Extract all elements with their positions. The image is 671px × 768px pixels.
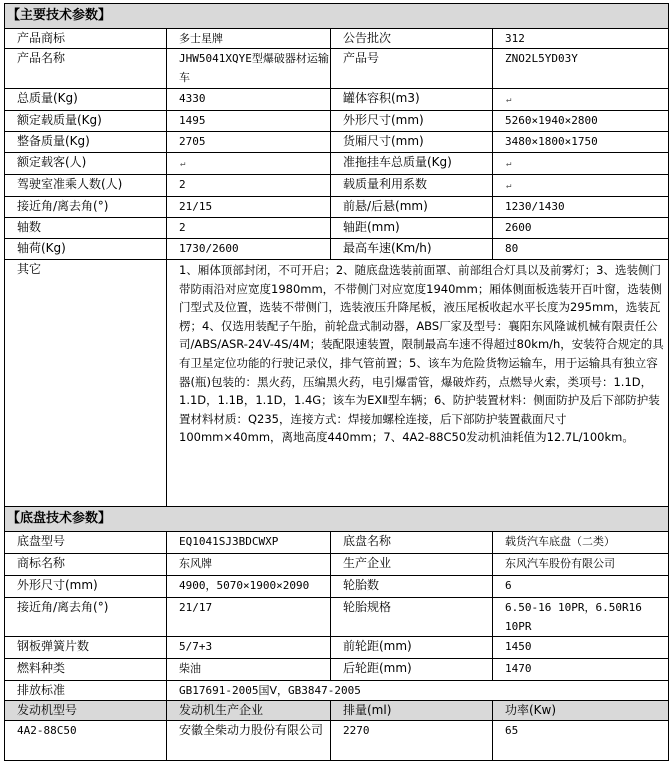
engine-row	[5, 721, 669, 761]
emission-value: GB17691-2005国Ⅴ，GB3847-2005	[167, 681, 669, 701]
engine-value: 2270	[331, 721, 493, 761]
table-row	[5, 554, 669, 576]
chassis-label: 底盘名称	[331, 532, 493, 554]
table-row	[5, 218, 669, 239]
spec-table	[4, 3, 669, 761]
chassis-value: 5/7+3	[167, 637, 331, 659]
param-label: 产品名称	[5, 49, 167, 89]
param-value: 2	[167, 175, 331, 197]
param-label: 外形尺寸(mm)	[331, 111, 493, 132]
param-label: 准拖挂车总质量(Kg)	[331, 153, 493, 175]
param-label: 轴数	[5, 218, 167, 239]
chassis-label: 后轮距(mm)	[331, 659, 493, 681]
engine-value: 安徽全柴动力股份有限公司	[167, 721, 331, 761]
param-value: 5260×1940×2800	[493, 111, 669, 132]
param-value: 80	[493, 239, 669, 260]
chassis-value: 柴油	[167, 659, 331, 681]
table-row	[5, 175, 669, 197]
chassis-value: 东风汽车股份有限公司	[493, 554, 669, 576]
table-row	[5, 197, 669, 218]
chassis-label: 外形尺寸(mm)	[5, 576, 167, 598]
other-label: 其它	[5, 260, 167, 507]
table-row	[5, 576, 669, 598]
param-label: 额定载客(人)	[5, 153, 167, 175]
chassis-value: 21/17	[167, 598, 331, 637]
param-value: 312	[493, 29, 669, 49]
engine-header-row	[5, 701, 669, 721]
engine-value: 65	[493, 721, 669, 761]
chassis-label: 接近角/离去角(°)	[5, 598, 167, 637]
param-label: 货厢尺寸(mm)	[331, 132, 493, 153]
param-label: 轴距(mm)	[331, 218, 493, 239]
table-row	[5, 49, 669, 89]
chassis-value: EQ1041SJ3BDCWXP	[167, 532, 331, 554]
table-row	[5, 598, 669, 637]
chassis-label: 前轮距(mm)	[331, 637, 493, 659]
param-value	[493, 175, 669, 197]
chassis-label: 底盘型号	[5, 532, 167, 554]
table-row	[5, 637, 669, 659]
chassis-value: 6.50-16 10PR，6.50R16 10PR	[493, 598, 669, 637]
param-value: 2600	[493, 218, 669, 239]
other-row	[5, 260, 669, 507]
param-value: 2	[167, 218, 331, 239]
paragraph-mark-icon: ↵	[506, 95, 512, 105]
table-row	[5, 532, 669, 554]
param-value	[493, 89, 669, 111]
param-label: 前悬/后悬(mm)	[331, 197, 493, 218]
param-value: 1230/1430	[493, 197, 669, 218]
param-value: 2705	[167, 132, 331, 153]
main-section-title: 【主要技术参数】	[5, 4, 669, 29]
param-label: 接近角/离去角(°)	[5, 197, 167, 218]
chassis-label: 燃料种类	[5, 659, 167, 681]
param-label: 载质量利用系数	[331, 175, 493, 197]
engine-header: 发动机型号	[5, 701, 167, 721]
param-label: 产品号	[331, 49, 493, 89]
chassis-value: 1450	[493, 637, 669, 659]
engine-header: 功率(Kw)	[493, 701, 669, 721]
emission-label: 排放标准	[5, 681, 167, 701]
table-row	[5, 89, 669, 111]
other-text: 1、厢体顶部封闭，不可开启；2、随底盘选装前面罩、前部组合灯具以及前雾灯；3、选装侧门带防雨沿对应宽度1980mm，不带侧门对应宽度1940mm；厢体侧面板选装开百叶窗，选装侧门型式及位置，选装不带侧门，选装液压升降尾板，液压尾板收起水平长度为295mm，选装瓦楞；4、仅选用装配子午胎，前轮盘式制动器，ABS厂家及型号：襄阳东风隆诚机械有限责任公司/ABS/ASR-24V-4S/4M；装配限速装置，限制最高车速不得超过80km/h，安装符合规定的具有卫星定位功能的行驶记录仪，排气管前置；5、该车为危险货物运输车，用于运输具有独立容器(瓶)包装的：黑火药，压编黑火药，电引爆雷管，爆破炸药，点燃导火索，类项号：1.1D，1.1D，1.1B，1.1D，1.4G；该车为EXⅡ型车辆；6、防护装置材料：侧面防护及后下部防护装置材料材质：Q235，连接方式：焊接加螺栓连接，后下部防护装置截面尺寸100mm×40mm，离地高度440mm；7、4A2-88C50发动机油耗值为12.7L/100km。	[167, 260, 669, 507]
paragraph-mark-icon: ↵	[180, 159, 186, 169]
table-row	[5, 111, 669, 132]
chassis-label: 钢板弹簧片数	[5, 637, 167, 659]
param-label: 额定载质量(Kg)	[5, 111, 167, 132]
param-value: 3480×1800×1750	[493, 132, 669, 153]
engine-header: 排量(ml)	[331, 701, 493, 721]
param-label: 整备质量(Kg)	[5, 132, 167, 153]
table-row	[5, 29, 669, 49]
param-label: 公告批次	[331, 29, 493, 49]
main-section-header	[5, 4, 669, 29]
paragraph-mark-icon: ↵	[506, 181, 512, 191]
param-label: 总质量(Kg)	[5, 89, 167, 111]
paragraph-mark-icon: ↵	[506, 159, 512, 169]
chassis-value: 6	[493, 576, 669, 598]
param-label: 驾驶室准乘人数(人)	[5, 175, 167, 197]
param-value	[167, 153, 331, 175]
param-label: 轴荷(Kg)	[5, 239, 167, 260]
chassis-label: 轮胎数	[331, 576, 493, 598]
chassis-value: 载货汽车底盘（二类）	[493, 532, 669, 554]
chassis-section-title: 【底盘技术参数】	[5, 507, 669, 532]
param-value: ZNO2L5YD03Y	[493, 49, 669, 89]
param-value: 1495	[167, 111, 331, 132]
param-value	[493, 153, 669, 175]
table-row	[5, 132, 669, 153]
param-label: 最高车速(Km/h)	[331, 239, 493, 260]
engine-header: 发动机生产企业	[167, 701, 331, 721]
chassis-value: 4900，5070×1900×2090	[167, 576, 331, 598]
param-value: JHW5041XQYE型爆破器材运输车	[167, 49, 331, 89]
table-row	[5, 659, 669, 681]
table-row	[5, 153, 669, 175]
param-value: 1730/2600	[167, 239, 331, 260]
param-value: 4330	[167, 89, 331, 111]
chassis-label: 生产企业	[331, 554, 493, 576]
engine-value: 4A2-88C50	[5, 721, 167, 761]
chassis-section-header	[5, 507, 669, 532]
chassis-label: 轮胎规格	[331, 598, 493, 637]
chassis-label: 商标名称	[5, 554, 167, 576]
emission-row	[5, 681, 669, 701]
chassis-value: 1470	[493, 659, 669, 681]
chassis-value: 东风牌	[167, 554, 331, 576]
param-label: 产品商标	[5, 29, 167, 49]
param-label: 罐体容积(m3)	[331, 89, 493, 111]
param-value: 21/15	[167, 197, 331, 218]
table-row	[5, 239, 669, 260]
param-value: 多士星牌	[167, 29, 331, 49]
